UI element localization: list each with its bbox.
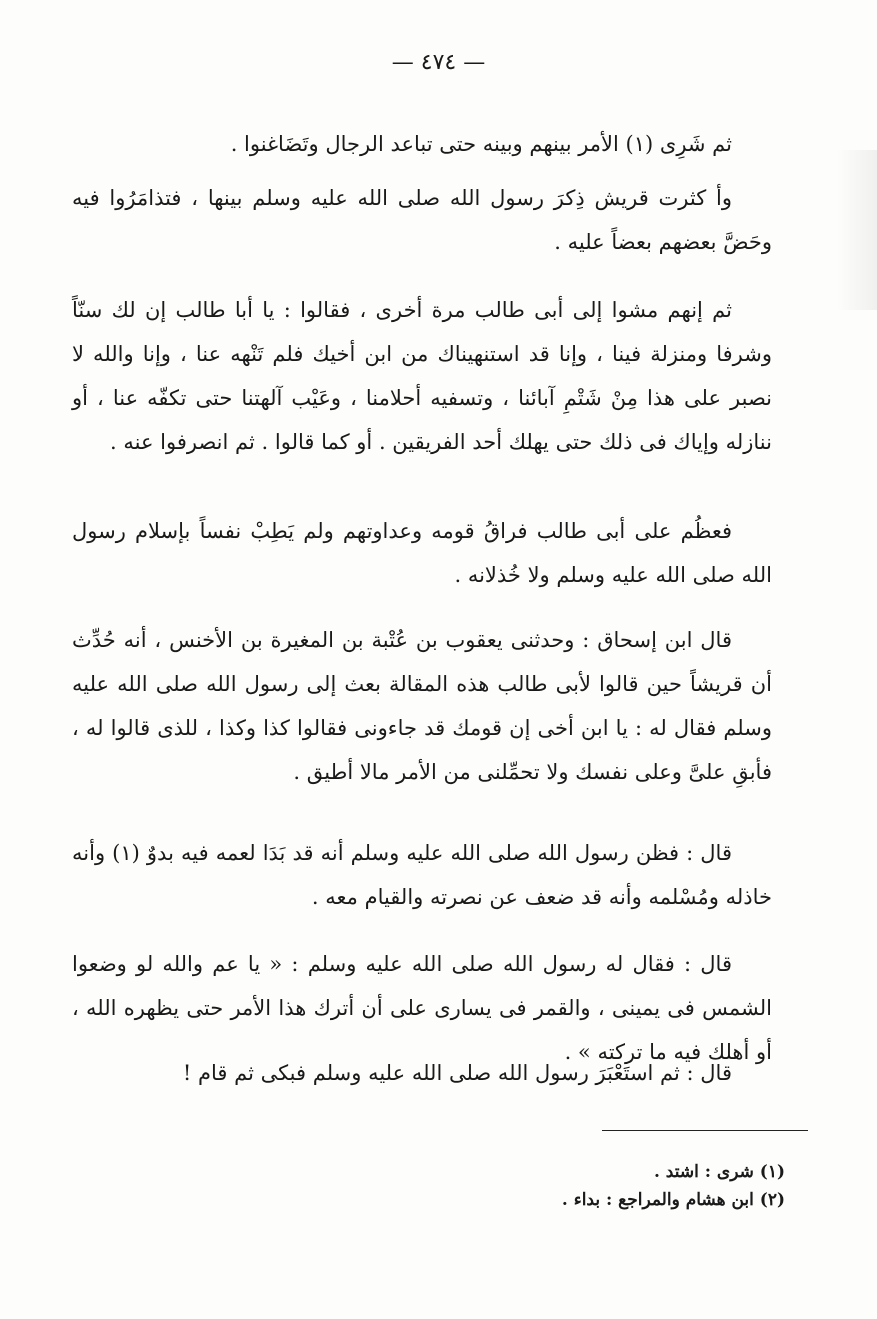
- paragraph-3: [72, 288, 772, 464]
- paragraph-4: [72, 509, 772, 597]
- paragraph-text: ثم شَرِى (١) الأمر بينهم وبينه حتى تباعد الرجال وتَضَاغنوا .: [230, 132, 732, 156]
- page-edge-shadow: [837, 150, 877, 310]
- footnote-divider: [602, 1130, 808, 1131]
- page-number: — ٤٧٤ —: [391, 50, 486, 75]
- paragraph-text: قال : فظن رسول الله صلى الله عليه وسلم أنه قد بَدَا لعمه فيه بدوٌ (١) وأنه خاذله ومُسْلمه وأنه قد ضعف عن نصرته والقيام معه .: [72, 841, 772, 909]
- paragraph-1: [72, 122, 772, 166]
- paragraph-text: قال : فقال له رسول الله صلى الله عليه وسلم : « يا عم والله لو وضعوا الشمس فى يمينى ، والقمر فى يسارى على أن أترك هذا الأمر حتى يظهره الله ، أو أهلك فيه ما تركته » .: [72, 952, 772, 1064]
- footnote-2: (٢) ابن هشام والمراجع : بداء .: [561, 1190, 785, 1210]
- paragraph-5: [72, 618, 772, 794]
- paragraph-text: ثم إنهم مشوا إلى أبى طالب مرة أخرى ، فقالوا : يا أبا طالب إن لك سنّاً وشرفا ومنزلة فينا ، وإنا قد استنهيناك من ابن أخيك فلم تَنْهه عنا ، وإنا والله لا نصبر على هذا مِنْ شَتْمِ آبائنا ، وتسفيه أحلامنا ، وعَيْب آلهتنا حتى تكفّه عنا ، أو ننازله وإياك فى ذلك حتى يهلك أحد الفريقين . أو كما قالوا . ثم انصرفوا عنه .: [72, 298, 772, 454]
- footnotes: [300, 1158, 785, 1214]
- paragraph-6: [72, 831, 772, 919]
- paragraph-8: [72, 1051, 772, 1095]
- paragraph-text: قال : ثم استَعْبَرَ رسول الله صلى الله عليه وسلم فبكى ثم قام !: [182, 1061, 732, 1085]
- paragraph-text: وأ كثرت قريش ذِكرَ رسول الله صلى الله عليه وسلم بينها ، فتذامَرُوا فيه وحَضَّ بعضهم بعضاً عليه .: [72, 186, 772, 254]
- paragraph-text: فعظُم على أبى طالب فراقُ قومه وعداوتهم ولم يَطِبْ نفساً بإسلام رسول الله صلى الله عليه وسلم ولا خُذلانه .: [72, 519, 772, 587]
- paragraph-2: [72, 176, 772, 264]
- footnote-1: (١) شرى : اشتد .: [653, 1162, 785, 1182]
- paragraph-text: قال ابن إسحاق : وحدثنى يعقوب بن عُتْبة بن المغيرة بن الأخنس ، أنه حُدِّث أن قريشاً حين قالوا لأبى طالب هذه المقالة بعث إلى رسول الله صلى الله عليه وسلم فقال له : يا ابن أخى إن قومك قد جاءونى فقالوا كذا وكذا ، للذى قالوا له ، فأبقِ علىَّ وعلى نفسك ولا تحمِّلنى من الأمر مالا أطيق .: [72, 628, 772, 784]
